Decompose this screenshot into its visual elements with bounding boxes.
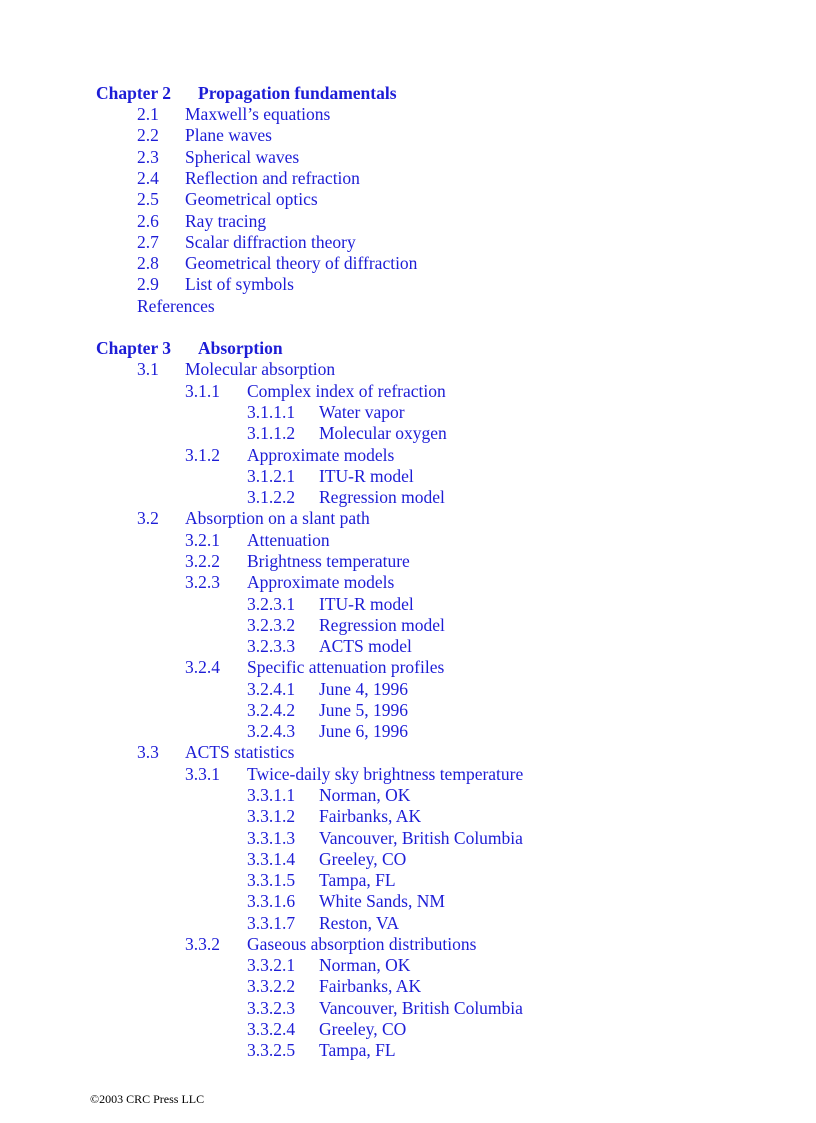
toc-entry-number: 2.9 [137,274,159,294]
toc-entry-number: 3.1.1.2 [247,423,296,443]
toc-entry-number: 2.7 [137,232,159,252]
toc-entry-number: 3.2.4.1 [247,679,296,699]
toc-entry-number: 3.3 [137,742,159,762]
toc-entry-title: List of symbols [185,274,294,294]
toc-entry-number: 3.2 [137,508,159,528]
toc-entry-title: Absorption [198,338,283,358]
toc-entry-number: 3.3.2 [185,934,220,954]
toc-entry-title: Tampa, FL [319,870,396,890]
toc-entry-number: Chapter 3 [96,338,172,358]
toc-entry-number: 3.3.2.4 [247,1019,296,1039]
toc-entry-title: Reflection and refraction [185,168,360,188]
toc-entry-number: 3.1.2.2 [247,487,296,507]
toc-entry-title: ACTS model [319,636,412,656]
toc-entry-number: 3.3.1.7 [247,913,296,933]
toc-entry-title: Greeley, CO [319,1019,407,1039]
toc-entry-title: Gaseous absorption distributions [247,934,477,954]
toc-entry-number: 3.1.2 [185,445,220,465]
toc-entry-number: 3.1.1 [185,381,220,401]
toc-entry-number: 3.2.2 [185,551,220,571]
toc-entry-title: Maxwell’s equations [185,104,331,124]
toc-entry-title: Spherical waves [185,147,300,167]
toc-entry-title: Molecular oxygen [319,423,447,443]
toc-entry-number: 3.1.2.1 [247,466,296,486]
toc-entry-title: Regression model [319,615,445,635]
toc-entry-number: 3.3.2.1 [247,955,296,975]
toc-entry-number: 3.2.3.3 [247,636,296,656]
toc-entry-number: 3.2.4.3 [247,721,296,741]
toc-entry-title: June 6, 1996 [319,721,408,741]
toc-entry-title: Brightness temperature [247,551,410,571]
toc-entry-title: Propagation fundamentals [198,83,397,103]
toc-entry-title: Fairbanks, AK [319,806,422,826]
toc-entry-title: Norman, OK [319,955,411,975]
toc-entry-title: Approximate models [247,572,395,592]
toc-entry-title: ACTS statistics [185,742,295,762]
toc-entry-number: 3.2.3 [185,572,220,592]
toc-entry-title: Plane waves [185,125,272,145]
toc-entry-number: 2.2 [137,125,159,145]
toc-entry-title: Fairbanks, AK [319,976,422,996]
toc-entry-title: References [137,296,215,316]
toc-entry-number: 3.3.1.3 [247,828,296,848]
toc-entry-number: 3.2.4.2 [247,700,296,720]
toc-entry-number: 3.1 [137,359,159,379]
toc-entry-number: 2.4 [137,168,159,188]
toc-entry-title: Scalar diffraction theory [185,232,356,252]
toc-entry-number: 3.3.1.5 [247,870,296,890]
toc-entry-number: 3.3.2.5 [247,1040,296,1060]
toc-entry-number: 2.1 [137,104,159,124]
toc-entry-title: Tampa, FL [319,1040,396,1060]
toc-entry-title: White Sands, NM [319,891,445,911]
toc-entry-title: Attenuation [247,530,330,550]
toc-entry-number: 3.2.3.2 [247,615,296,635]
toc-entry-title: Water vapor [319,402,405,422]
toc-entry-title: Regression model [319,487,445,507]
toc-entry-title: Approximate models [247,445,395,465]
toc-entry-number: 3.3.1.6 [247,891,296,911]
toc-entry-title: June 4, 1996 [319,679,408,699]
toc-entry-number: 2.5 [137,189,159,209]
toc-entry-number: 3.2.1 [185,530,220,550]
toc-entry-title: Absorption on a slant path [185,508,370,528]
toc-entry-number: Chapter 2 [96,83,172,103]
toc-entry-number: 3.2.3.1 [247,594,296,614]
copyright-footer: ©2003 CRC Press LLC [90,1092,205,1106]
toc-entry-title: Molecular absorption [185,359,336,379]
toc-entry-number: 2.6 [137,211,159,231]
toc-entry-title: Vancouver, British Columbia [319,998,523,1018]
toc-entry-number: 3.3.2.3 [247,998,296,1018]
toc-entry-number: 3.3.1.2 [247,806,296,826]
toc-entry-title: Geometrical optics [185,189,318,209]
toc-entry-number: 3.3.2.2 [247,976,296,996]
toc-entry-title: Reston, VA [319,913,400,933]
toc-entry-number: 3.3.1.4 [247,849,296,869]
toc-entry-number: 2.8 [137,253,159,273]
toc-entry-title: Norman, OK [319,785,411,805]
toc-entry-number: 3.3.1 [185,764,220,784]
toc-entry-title: June 5, 1996 [319,700,408,720]
toc-entry-title: Ray tracing [185,211,267,231]
toc-entry-title: Complex index of refraction [247,381,446,401]
toc-entry-title: Vancouver, British Columbia [319,828,523,848]
toc-entry-title: Geometrical theory of diffraction [185,253,418,273]
toc-entry-title: Greeley, CO [319,849,407,869]
toc-entry-number: 3.2.4 [185,657,220,677]
toc-entry-number: 3.1.1.1 [247,402,296,422]
toc-entry-title: ITU-R model [319,466,414,486]
toc-entry-title: Twice-daily sky brightness temperature [247,764,524,784]
toc-entry-title: ITU-R model [319,594,414,614]
toc-entry-number: 3.3.1.1 [247,785,296,805]
toc-entry-number: 2.3 [137,147,159,167]
toc-entry-title: Specific attenuation profiles [247,657,445,677]
